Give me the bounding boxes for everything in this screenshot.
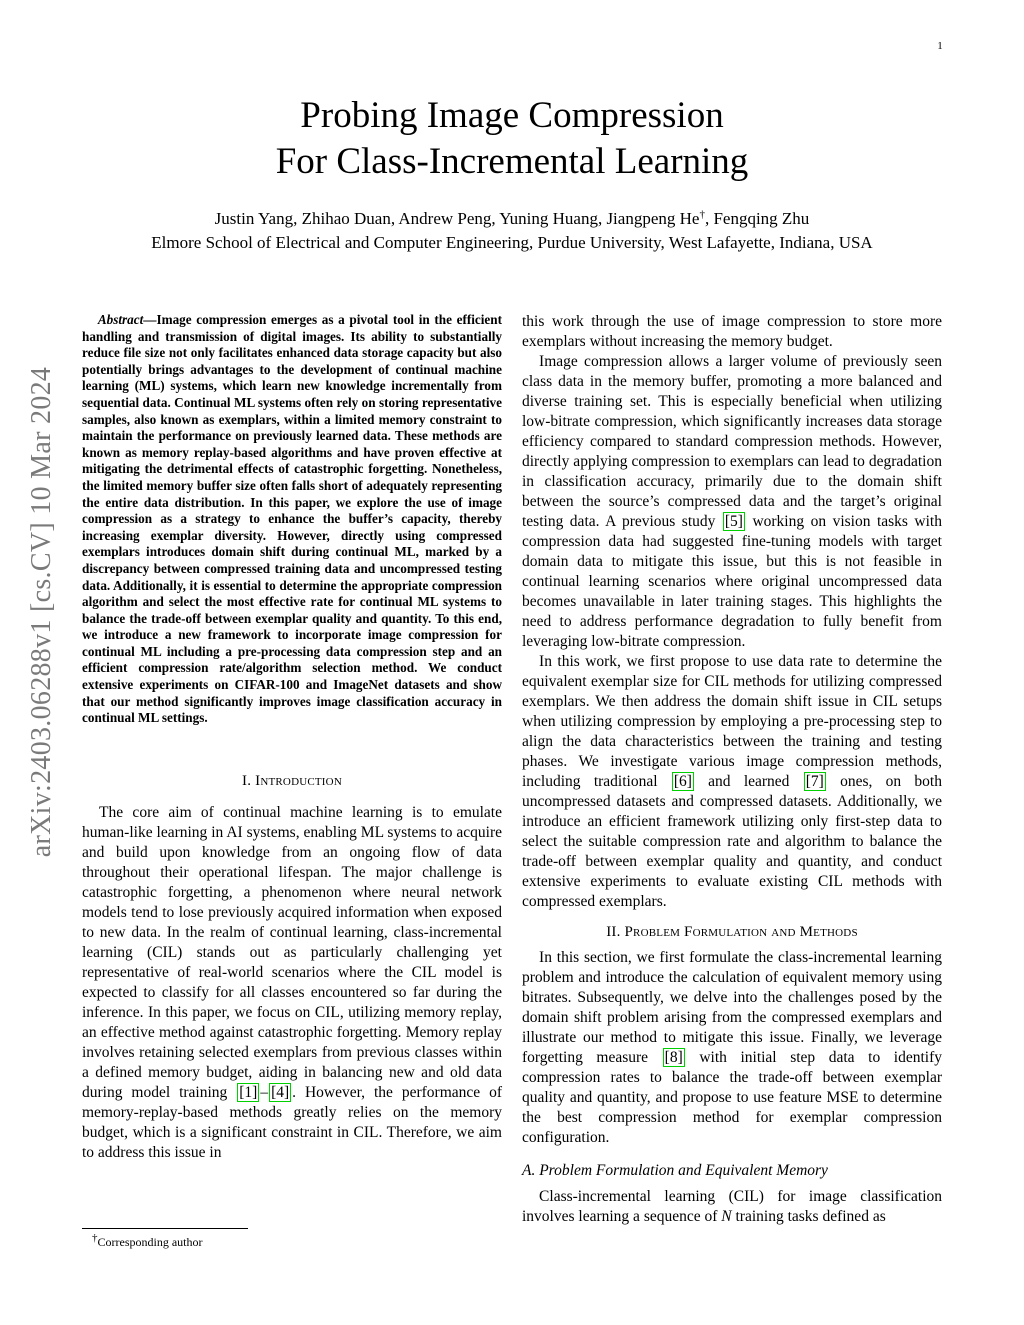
citation-8[interactable]: [8] (664, 1049, 683, 1066)
methods-p1-text-b: with initial step data to identify compression rates to balance the trade-off between exemplar quality and quantity, and propose to use feature MSE to determine the best compression method for exemplar compression configuration. (522, 1049, 942, 1146)
abstract-label: Abstract (97, 312, 144, 327)
intro-p3-text-b: and learned (694, 773, 803, 790)
section-heading-methods: II. Problem Formulation and Methods (606, 924, 858, 940)
intro-paragraph-2 (522, 352, 942, 652)
intro-paragraph-1 (82, 803, 502, 1163)
methods-p1-text-a: In this section, we first formulate the class-incremental learning problem and introduce the calculation of equivalent memory using bitrates. Subsequently, we delve into the challenges posed by the domain shift problem arising from the compressed exemplars and illustrate our method to mitigate this issue. Finally, we leverage forgetting measure (522, 949, 942, 1066)
dagger-mark: † (699, 208, 705, 221)
intro-p2-text-a: Image compression allows a larger volume of previously seen class data in the memory buffer, promoting a more balanced and diverse training set. This is especially beneficial when utilizing low-bitrate compression, which significantly increases data storage efficiency compared to standard compression methods. However, directly applying compression to exemplars can lead to degradation in classification accuracy, primarily due to the domain shift between the source’s compressed data and the target’s original testing data. A previous study (522, 353, 942, 530)
intro-p3-text-c: ones, on both uncompressed datasets and compressed datasets. Additionally, we introduce an efficient framework utilizing only first-step data to select the suitable compression rate and algorithm to balance the trade-off between exemplar quality and quantity, and conduct extensive experiments to evaluate existing CIL methods with compressed exemplars. (522, 773, 942, 910)
paper-title (150, 93, 874, 185)
intro-paragraph-3 (522, 652, 942, 912)
citation-1[interactable]: [1] (239, 1083, 258, 1101)
methods-paragraph-2 (522, 1187, 942, 1227)
math-variable-n: N (721, 1208, 732, 1225)
author-block (90, 207, 934, 255)
author-list: Justin Yang, Zhihao Duan, Andrew Peng, Yuning Huang, Jiangpeng He (214, 209, 700, 228)
abstract (82, 312, 502, 727)
methods-p2-text-a: Class-incremental learning (CIL) for image classification involves learning a sequence of (522, 1188, 942, 1225)
citation-dash: – (260, 1083, 269, 1101)
intro-p2-text-b: working on vision tasks with compression data had suggested fine-tuning models with target domain data to mitigate this issue, but this is not feasible in continual learning scenarios where original uncompressed data becomes unavailable in later training stages. This highlights the need to address performance degradation to fully benefit from leveraging low-bitrate compression. (522, 513, 942, 650)
section-heading-introduction: I. Introduction (242, 772, 342, 789)
intro-paragraph-1-continued: this work through the use of image compression to store more exemplars without increasing the memory budget. (522, 313, 942, 350)
citation-6[interactable]: [6] (673, 773, 692, 790)
subsection-heading-problem-formulation: A. Problem Formulation and Equivalent Memory (522, 1162, 828, 1179)
citation-7[interactable]: [7] (805, 773, 824, 790)
footnote-dagger: † (92, 1232, 98, 1244)
page-number: 1 (937, 40, 943, 52)
methods-paragraph-1 (522, 948, 942, 1148)
intro-p1-text-a: The core aim of continual machine learning is to emulate human-like learning in AI systems, enabling ML systems to acquire and build upon knowledge from an ongoing flow of data throughout their operational lifespan. The major challenge is catastrophic forgetting, a phenomenon where neural network models tend to lose previously acquired information when exposed to new data. In the realm of continual learning, class-incremental learning (CIL) stands out as particularly challenging yet representative of real-world scenarios where the CIL model is expected to classify for all classes encountered so far during the inference. In this paper, we focus on CIL, utilizing memory replay, an effective method against catastrophic forgetting. Memory replay involves retaining selected exemplars from previous classes within a defined memory budget, aiding in balancing new and old data during model training (82, 803, 502, 1101)
right-column (522, 312, 942, 1227)
abstract-text: —Image compression emerges as a pivotal tool in the efficient handling and transmission of digital images. Its ability to substantially reduce file size not only facilitates enhanced data storage capacity but also potentially brings advantages to the development of continual machine learning (ML) systems, which learn new knowledge incrementally from sequential data. Continual ML systems often rely on storing representative samples, also known as exemplars, within a limited memory constraint to maintain the performance on previously learned data. These methods are known as memory replay-based algorithms and have proven effective at mitigating the detrimental effects of catastrophic forgetting. Nonetheless, the limited memory buffer size often falls short of adequately representing the entire data distribution. In this paper, we explore the use of image compression as a strategy to enhance the buffer’s capacity, thereby increasing exemplar diversity. However, directly using compressed exemplars introduces domain shift during continual ML, marked by a discrepancy between compressed training data and uncompressed testing data. Additionally, it is essential to determine the appropriate compression algorithm and select the most effective rate for continual ML systems to balance the trade-off between exemplar quality and quantity. To this end, we introduce a new framework to incorporate image compression for continual ML including a pre-processing data compression step and an efficient compression rate/algorithm selection method. We conduct extensive experiments on CIFAR-100 and ImageNet datasets and show that our method significantly improves image classification accuracy in continual ML settings. (82, 312, 502, 726)
author-last: , Fengqing Zhu (704, 209, 810, 228)
author-names (90, 207, 934, 231)
citation-5[interactable]: [5] (724, 513, 743, 530)
footnote-rule (82, 1228, 248, 1229)
left-column (82, 312, 502, 1163)
footnote-text: Corresponding author (97, 1235, 203, 1249)
arxiv-identifier[interactable]: arXiv:2403.06288v1 [cs.CV] 10 Mar 2024 (26, 366, 57, 858)
affiliation: Elmore School of Electrical and Computer Engineering, Purdue University, West Lafayette, Indiana, USA (151, 233, 873, 252)
methods-p2-text-b: training tasks defined as (731, 1208, 886, 1225)
title-line-2: For Class-Incremental Learning (275, 141, 749, 182)
intro-p3-text-a: In this work, we first propose to use data rate to determine the equivalent exemplar size for CIL methods for utilizing compressed exemplars. We then address the domain shift issue in CIL setups when utilizing compression by employing a pre-processing step to align the data characteristics between the training and testing phases. We investigate various image compression methods, including traditional (522, 653, 942, 790)
citation-4[interactable]: [4] (271, 1083, 290, 1101)
footnote (92, 1234, 202, 1250)
title-line-1: Probing Image Compression (300, 95, 724, 136)
intro-p1-text-b: . However, the performance of memory-replay-based methods greatly relies on the memory budget, which is a significant constraint in CIL. Therefore, we aim to address this issue in (82, 1083, 502, 1161)
